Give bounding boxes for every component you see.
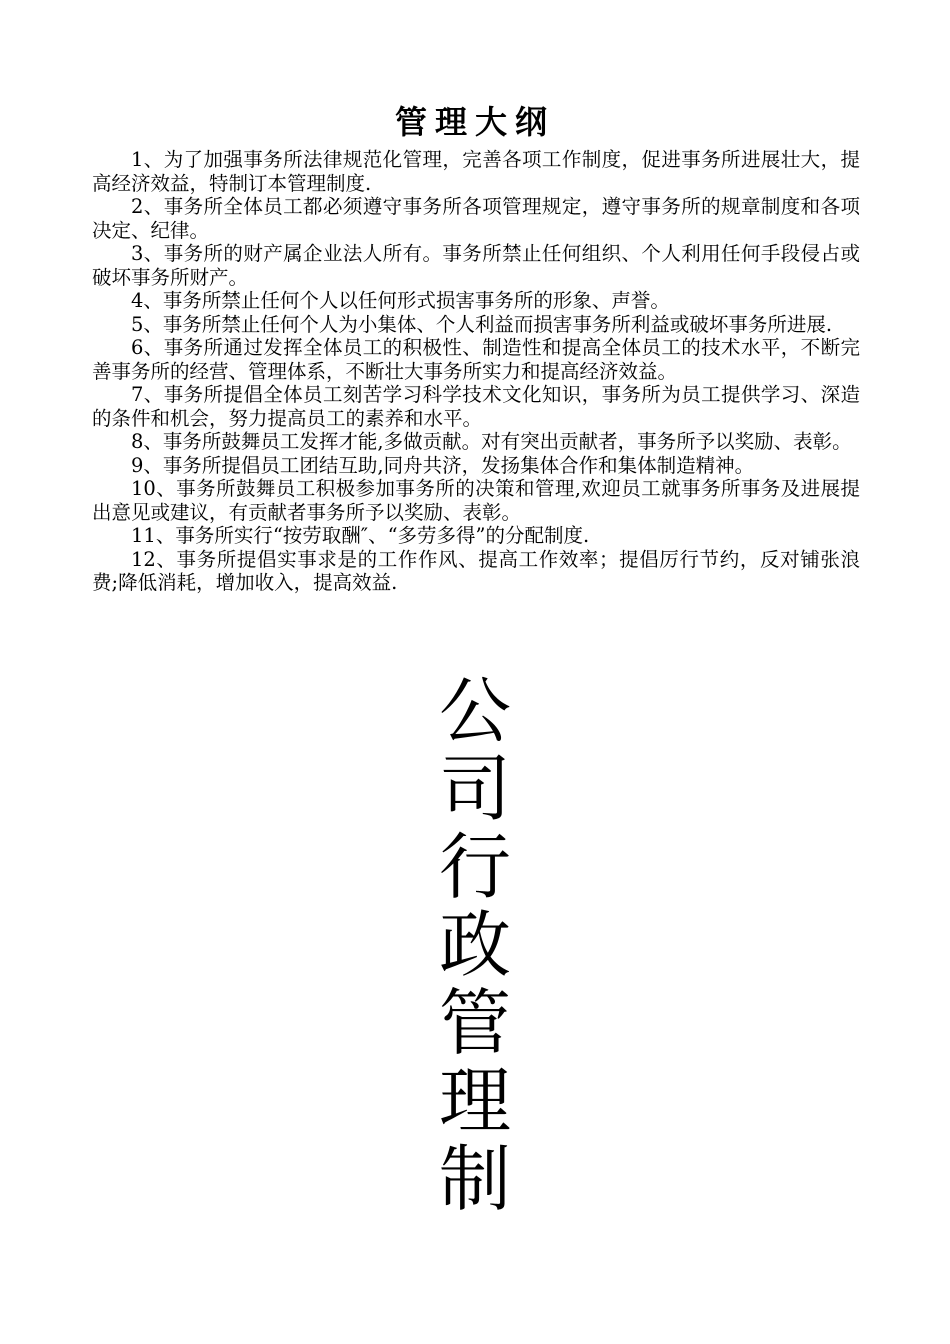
vertical-heading <box>425 669 525 1221</box>
clause-12: 12、事务所提倡实事求是的工作作风、提高工作效率；提倡厉行节约，反对铺张浪费;降低消耗，增加收入，提高效益. <box>92 547 860 594</box>
clause-4: 4、事务所禁止任何个人以任何形式损害事务所的形象、声誉。 <box>131 289 670 312</box>
clause-8: 8、事务所鼓舞员工发挥才能,多做贡献。对有突出贡献者，事务所予以奖励、表彰。 <box>131 430 852 453</box>
vertical-heading-char: 公 <box>438 669 511 753</box>
vertical-heading-char: 管 <box>438 981 511 1065</box>
clause-11: 11、事务所实行“按劳取酬″、“多劳多得”的分配制度. <box>131 524 590 547</box>
vertical-heading-char: 制 <box>438 1137 511 1221</box>
clause-2: 2、事务所全体员工都必须遵守事务所各项管理规定，遵守事务所的规章制度和各项决定、纪律。 <box>92 195 860 242</box>
clause-6: 6、事务所通过发挥全体员工的积极性、制造性和提高全体员工的技术水平，不断完善事务所的经营、管理体系，不断壮大事务所实力和提高经济效益。 <box>92 336 860 383</box>
vertical-heading-char: 司 <box>438 747 511 831</box>
clause-5: 5、事务所禁止任何个人为小集体、个人利益而损害事务所利益或破坏事务所进展. <box>131 312 833 336</box>
vertical-heading-char: 行 <box>438 825 511 909</box>
clause-list <box>92 148 860 595</box>
clause-10: 10、事务所鼓舞员工积极参加事务所的决策和管理,欢迎员工就事务所事务及进展提出意见或建议，有贡献者事务所予以奖励、表彰。 <box>92 477 860 524</box>
vertical-heading-char: 理 <box>438 1059 511 1143</box>
clause-3: 3、事务所的财产属企业法人所有。事务所禁止任何组织、个人利用任何手段侵占或破坏事务所财产。 <box>92 242 860 289</box>
vertical-heading-char: 政 <box>438 903 511 987</box>
clause-7: 7、事务所提倡全体员工刻苦学习科学技术文化知识，事务所为员工提供学习、深造的条件和机会，努力提高员工的素养和水平。 <box>92 383 860 430</box>
document-title: 管理大纲 <box>394 103 555 141</box>
clause-1: 1、为了加强事务所法律规范化管理，完善各项工作制度，促进事务所进展壮大，提高经济效益，特制订本管理制度. <box>92 148 860 195</box>
clause-9: 9、事务所提倡员工团结互助,同舟共济，发扬集体合作和集体制造精神。 <box>131 453 755 477</box>
